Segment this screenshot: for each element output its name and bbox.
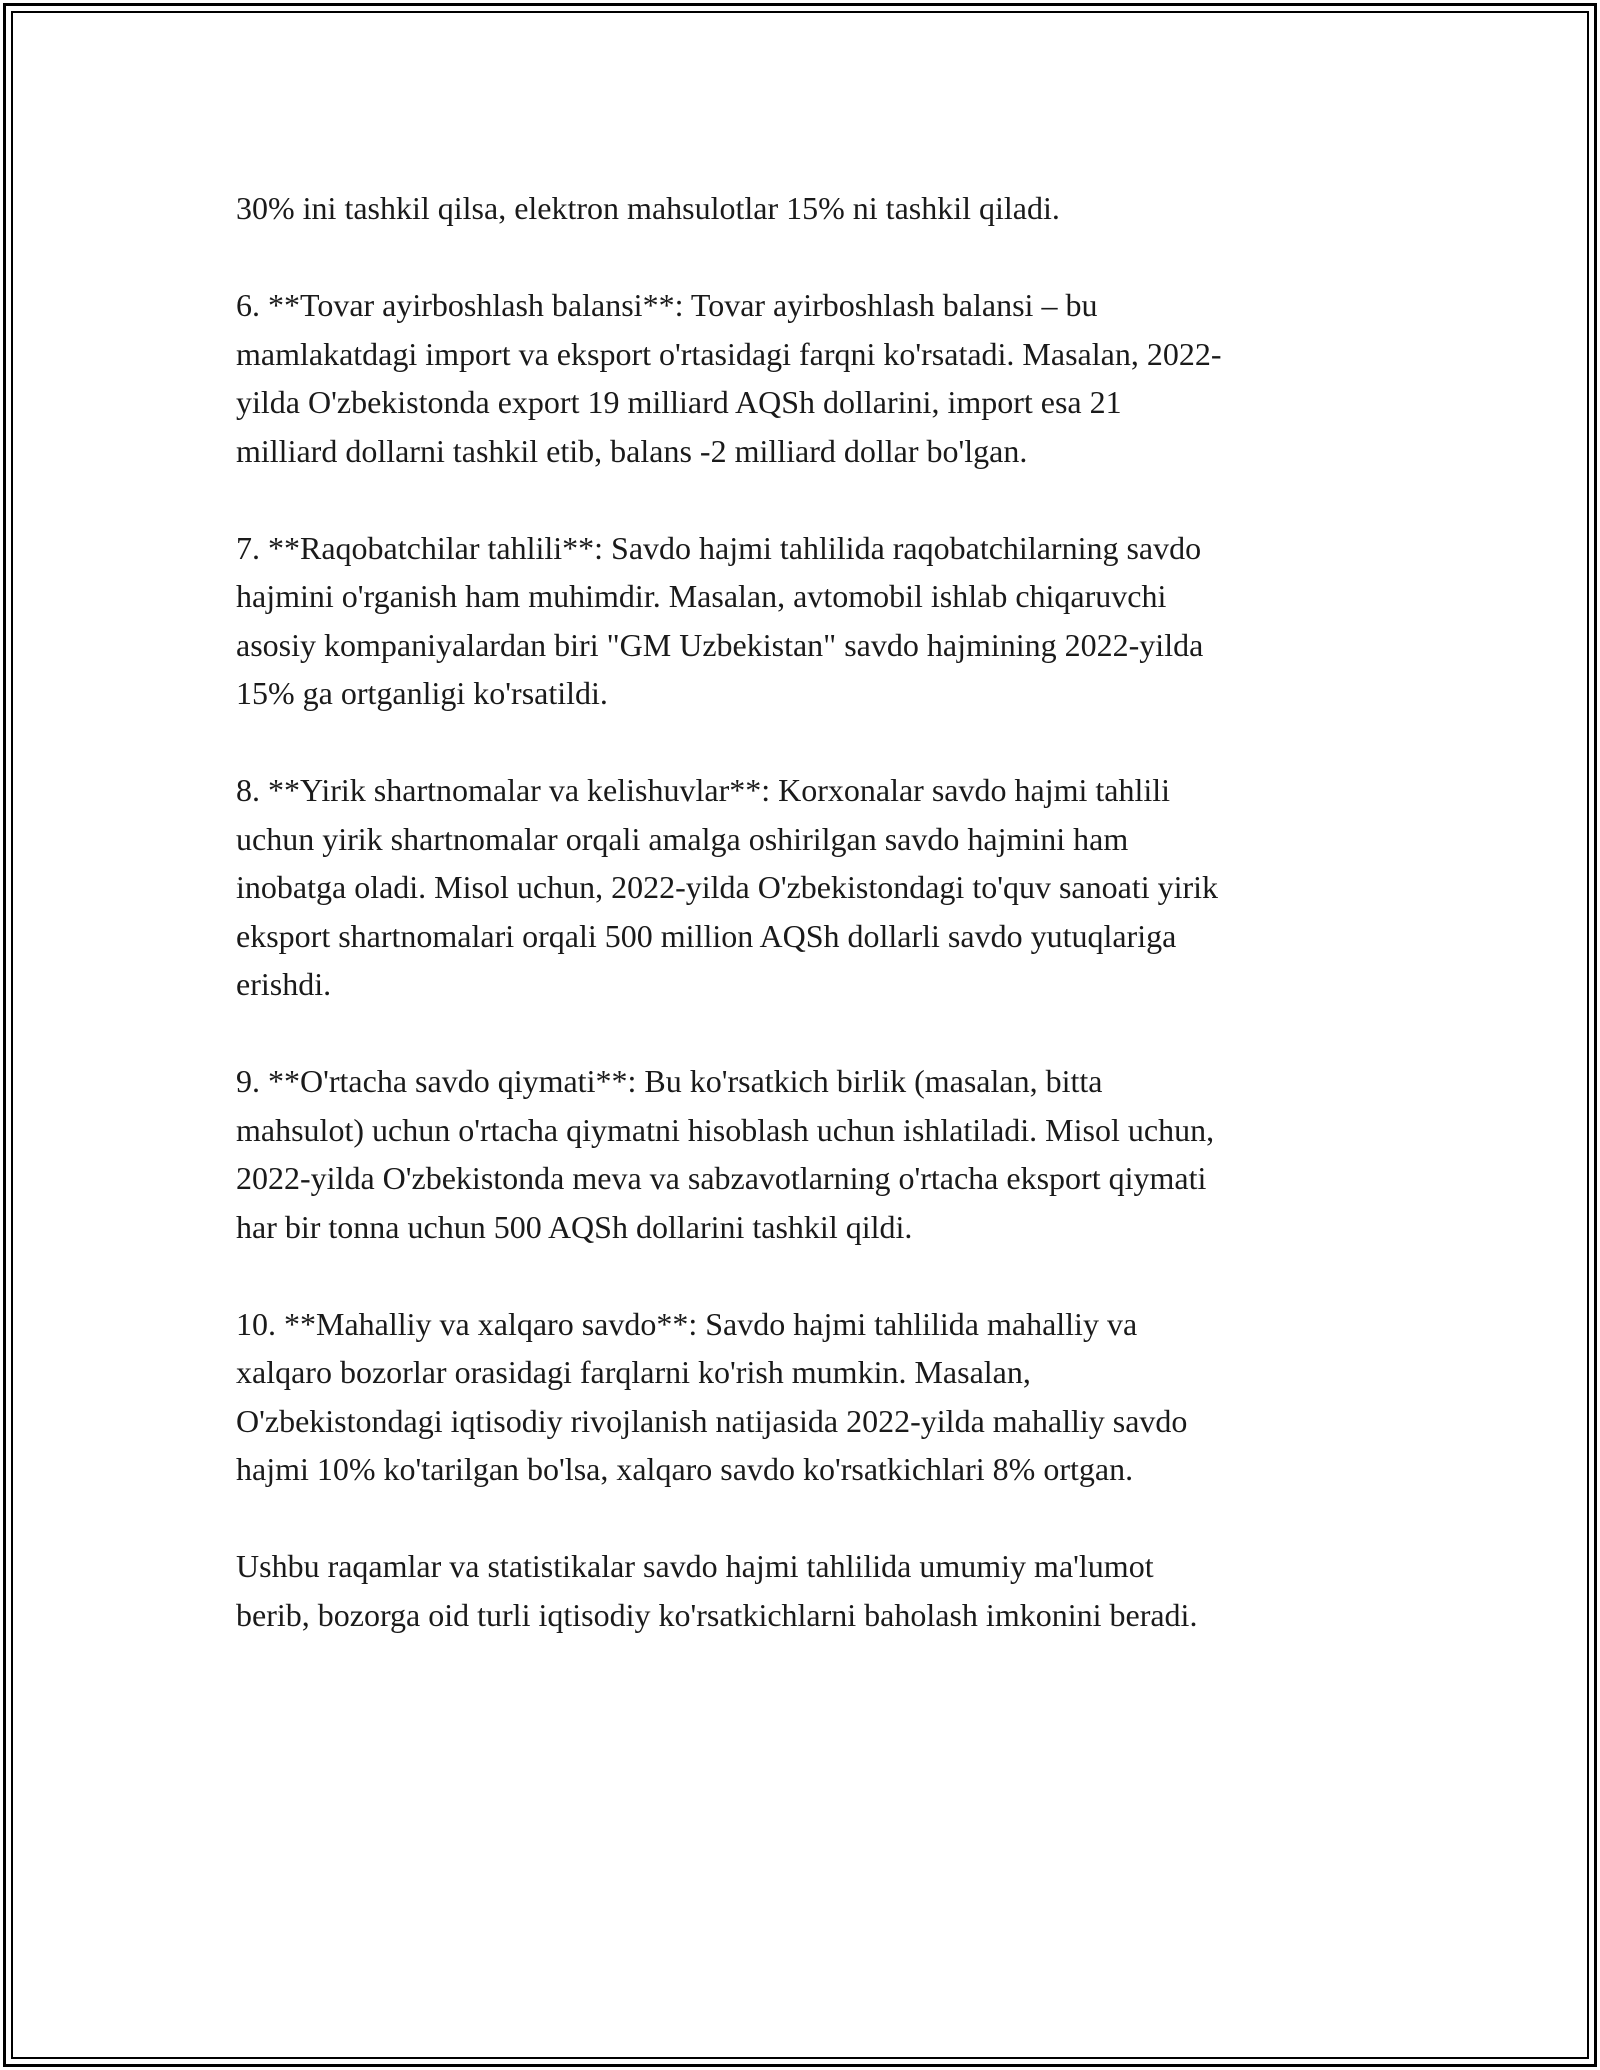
paragraph-continuation: 30% ini tashkil qilsa, elektron mahsulotlar 15% ni tashkil qiladi. — [236, 190, 1060, 226]
paragraph-conclusion: Ushbu raqamlar va statistikalar savdo hajmi tahlilida umumiy ma'lumot berib, bozorga oid turli iqtisodiy ko'rsatkichlarni baholash imkonini beradi. — [236, 1548, 1198, 1633]
paragraph-trade-balance: 6. **Tovar ayirboshlash balansi**: Tovar ayirboshlash balansi – bu mamlakatdagi import va eksport o'rtasidagi farqni ko'rsatadi. Masalan, 2022- yilda O'zbekistonda export 19 milliard AQSh dollarini, import esa 21 milliard dollarni tashkil etib, balans -2 milliard dollar bo'lgan. — [236, 287, 1222, 469]
paragraph-average-trade-value: 9. **O'rtacha savdo qiymati**: Bu ko'rsatkich birlik (masalan, bitta mahsulot) uchun o'rtacha qiymatni hisoblash uchun ishlatiladi. Misol uchun, 2022-yilda O'zbekistonda meva va sabzavotlarning o'rtacha eksport qiymati har bir tonna uchun 500 AQSh dollarini tashkil qildi. — [236, 1063, 1215, 1245]
paragraph-local-international-trade: 10. **Mahalliy va xalqaro savdo**: Savdo hajmi tahlilida mahalliy va xalqaro bozorlar orasidagi farqlarni ko'rish mumkin. Masalan, O'zbekistondagi iqtisodiy rivojlanish natijasida 2022-yilda mahalliy savdo hajmi 10% ko'tarilgan bo'lsa, xalqaro savdo ko'rsatkichlari 8% ortgan. — [236, 1305, 1188, 1487]
paragraph-major-contracts: 8. **Yirik shartnomalar va kelishuvlar**: Korxonalar savdo hajmi tahlili uchun yirik shartnomalar orqali amalga oshirilgan savdo hajmini ham inobatga oladi. Misol uchun, 2022-yilda O'zbekistondagi to'quv sanoati yirik eksport shartnomalari orqali 500 million AQSh dollarli savdo yutuqlariga erishdi. — [236, 772, 1219, 1002]
paragraph-competitor-analysis: 7. **Raqobatchilar tahlili**: Savdo hajmi tahlilida raqobatchilarning savdo hajmini o'rganish ham muhimdir. Masalan, avtomobil ishlab chiqaruvchi asosiy kompaniyalardan biri "GM Uzbekistan" savdo hajmining 2022-yilda 15% ga ortganligi ko'rsatildi. — [236, 529, 1204, 711]
document-body — [236, 184, 1396, 1688]
